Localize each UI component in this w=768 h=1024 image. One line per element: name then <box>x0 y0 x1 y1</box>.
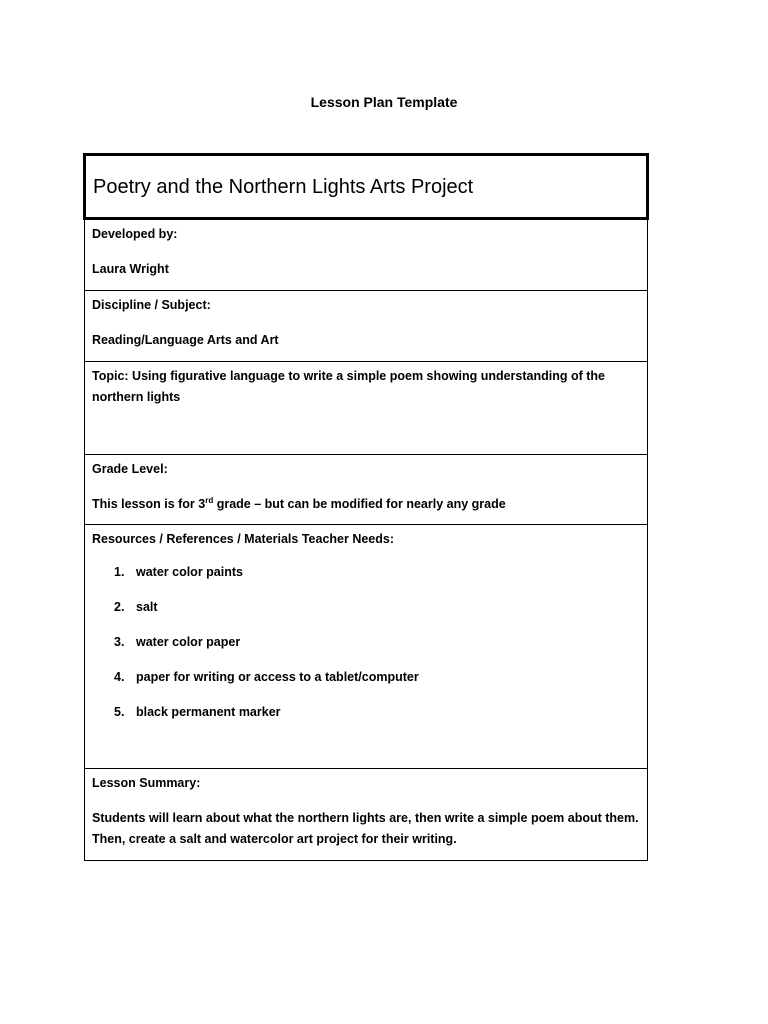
resources-label: Resources / References / Materials Teacher Needs: <box>92 532 394 546</box>
resource-item-number: 3. <box>114 635 125 649</box>
grade-level-label: Grade Level: <box>92 462 168 476</box>
grade-level-suffix: grade – but can be modified for nearly any grade <box>213 497 506 511</box>
summary-value: Students will learn about what the northern lights are, then write a simple poem about them. Then, create a salt and watercolor art project for their writing. <box>92 811 639 846</box>
lesson-plan-table <box>83 153 649 861</box>
discipline-row <box>85 291 648 362</box>
topic-row <box>85 362 648 455</box>
resource-item-number: 2. <box>114 600 125 614</box>
grade-level-row <box>85 455 648 525</box>
resource-item-number: 5. <box>114 705 125 719</box>
resource-item <box>92 702 640 737</box>
discipline-value: Reading/Language Arts and Art <box>92 333 279 347</box>
project-title: Poetry and the Northern Lights Arts Project <box>85 155 648 219</box>
resource-item-number: 1. <box>114 565 125 579</box>
developed-by-value: Laura Wright <box>92 262 169 276</box>
resource-item-text: black permanent marker <box>136 705 281 719</box>
resource-item <box>92 562 640 597</box>
discipline-label: Discipline / Subject: <box>92 298 211 312</box>
resource-item <box>92 597 640 632</box>
summary-row <box>85 769 648 861</box>
summary-label: Lesson Summary: <box>92 776 201 790</box>
resource-item <box>92 632 640 667</box>
developed-by-row <box>85 219 648 291</box>
resource-item-text: water color paints <box>136 565 243 579</box>
grade-level-value <box>92 494 640 515</box>
grade-level-prefix: This lesson is for 3 <box>92 497 206 511</box>
resource-item-text: salt <box>136 600 158 614</box>
project-title-row <box>85 155 648 219</box>
developed-by-label: Developed by: <box>92 227 178 241</box>
grade-level-superscript: rd <box>205 495 214 505</box>
topic-text: Topic: Using figurative language to write a simple poem showing understanding of the northern lights <box>92 369 606 404</box>
resource-item-text: paper for writing or access to a tablet/computer <box>136 670 419 684</box>
resource-item-number: 4. <box>114 670 125 684</box>
resource-item <box>92 667 640 702</box>
resources-row <box>85 525 648 769</box>
resources-list <box>92 562 640 737</box>
page-title: Lesson Plan Template <box>310 94 458 110</box>
resource-item-text: water color paper <box>136 635 241 649</box>
